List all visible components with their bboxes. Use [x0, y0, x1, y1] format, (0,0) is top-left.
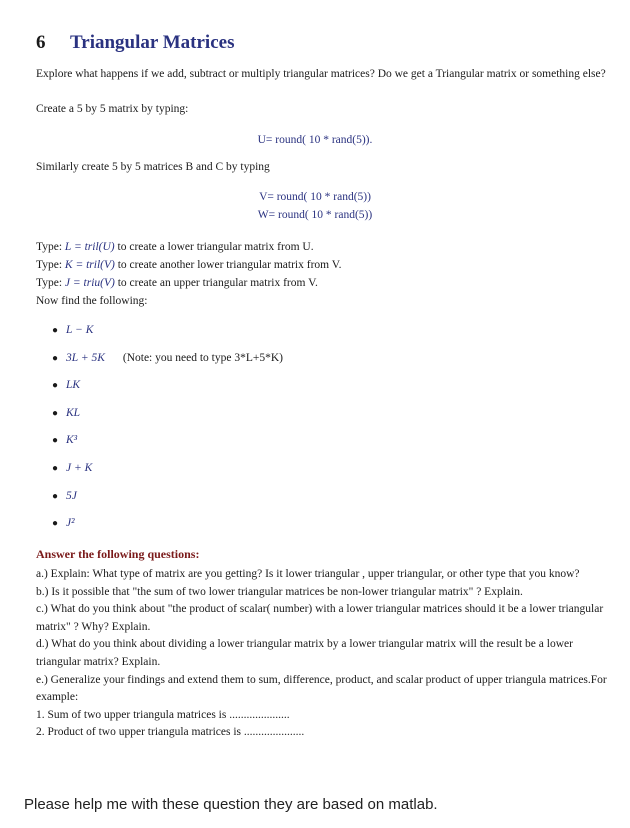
code-w: W= round( 10 * rand(5)) — [257, 209, 373, 221]
bullet-expr: J + K — [66, 461, 93, 474]
bullet-expr: K³ — [66, 434, 78, 447]
list-item — [52, 513, 283, 541]
user-caption: Please help me with these question they are based on matlab. — [24, 796, 438, 813]
bullet-icon: ● — [52, 325, 59, 336]
type-line-3 — [36, 275, 610, 292]
bullet-icon: ● — [52, 435, 59, 447]
type-prefix: Type: — [36, 241, 65, 253]
bullet-icon: ● — [52, 407, 59, 419]
bullet-icon: ● — [52, 462, 59, 474]
type-expr: L = tril(U) — [64, 241, 115, 253]
answer-heading: Answer the following questions: — [36, 547, 200, 561]
find-instruction: Now find the following: — [36, 295, 148, 307]
question-b: b.) Is it possible that "the sum of two lower triangular matrices be non-lower triangular matrix" ? Explain. — [36, 585, 523, 598]
section-title: Triangular Matrices — [70, 32, 235, 53]
create-instruction: Create a 5 by 5 matrix by typing: — [36, 103, 189, 115]
list-item — [52, 458, 283, 486]
bullet-icon: ● — [52, 518, 59, 530]
type-line-1 — [36, 239, 610, 256]
type-expr: K = tril(V) — [64, 259, 115, 271]
list-item — [52, 403, 283, 431]
type-line-2 — [36, 257, 610, 274]
list-item — [52, 320, 283, 348]
code-u: U= round( 10 * rand(5)). — [257, 134, 373, 146]
section-heading — [36, 32, 234, 54]
questions-block — [36, 566, 610, 742]
list-item — [52, 348, 283, 376]
bullet-expr: J² — [66, 517, 75, 530]
type-expr: J = triu(V) — [64, 277, 115, 289]
bullet-icon: ● — [52, 380, 59, 392]
example-1: 1. Sum of two upper triangula matrices is ..................... — [36, 708, 290, 721]
exercise-list — [52, 320, 283, 541]
type-suffix: to create another lower triangular matrix from V. — [114, 259, 342, 271]
type-suffix: to create an upper triangular matrix from V. — [114, 277, 318, 289]
list-item — [52, 430, 283, 458]
bullet-expr: KL — [66, 406, 81, 419]
question-d: d.) What do you think about dividing a lower triangular matrix by a lower triangular matrix will the result be a lower triangular matrix? Explain. — [36, 638, 573, 668]
bullet-expr: 5J — [66, 489, 77, 502]
similarly-instruction: Similarly create 5 by 5 matrices B and C by typing — [36, 161, 270, 173]
bullet-expr: L − K — [66, 324, 94, 336]
bullet-note: (Note: you need to type 3*L+5*K) — [122, 351, 283, 364]
list-item — [52, 486, 283, 514]
question-e: e.) Generalize your findings and extend them to sum, difference, product, and scalar product of upper triangula matrices.For example: — [36, 673, 607, 704]
example-2: 2. Product of two upper triangula matrices is ..................... — [36, 726, 305, 739]
type-prefix: Type: — [36, 259, 65, 271]
bullet-expr: LK — [66, 379, 81, 392]
bullet-expr: 3L + 5K — [66, 351, 105, 364]
type-prefix: Type: — [36, 277, 65, 289]
list-item — [52, 375, 283, 403]
question-a: a.) Explain: What type of matrix are you getting? Is it lower triangular , upper triangular, or other type that you know? — [36, 568, 580, 580]
question-c: c.) What do you think about "the product of scalar( number) with a lower triangular matrices should it be a lower triangular matrix" ? Why? Explain. — [36, 603, 604, 633]
bullet-icon: ● — [52, 490, 59, 502]
section-number: 6 — [36, 32, 46, 53]
intro-paragraph: Explore what happens if we add, subtract or multiply triangular matrices? Do we get a Triangular matrix or something else? — [36, 68, 606, 80]
type-suffix: to create a lower triangular matrix from U. — [114, 241, 314, 253]
code-v: V= round( 10 * rand(5)) — [259, 191, 371, 203]
bullet-icon: ● — [52, 352, 59, 364]
